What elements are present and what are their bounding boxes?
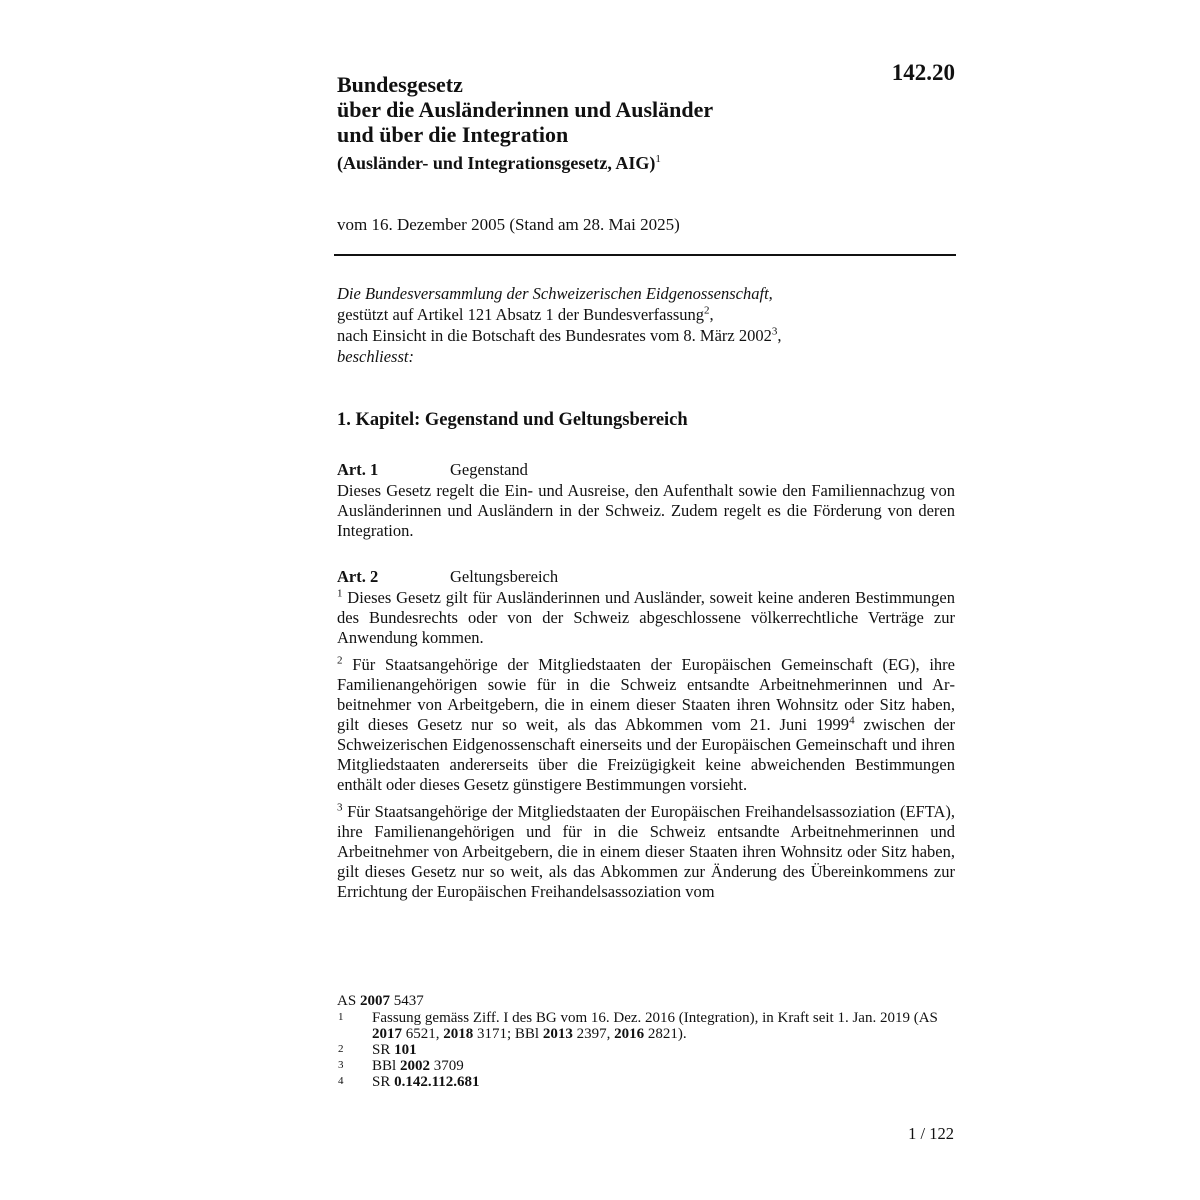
- footnote-mark: 4: [338, 1075, 344, 1087]
- paragraph-text: Dieses Gesetz gilt für Ausländerinnen und Ausländer, soweit keine anderen Bestimmungen des Bundesrechts oder von der Schweiz abgeschlossene völkerrechtliche Verträge zur Anwendung kommen.: [337, 588, 955, 647]
- fn-text: Fassung gemäss Ziff. I des BG vom 16. Dez. 2016 (Integration), in Kraft seit 1. Jan. 2019 (AS: [372, 1010, 938, 1026]
- article-2-paragraph-1: [337, 588, 955, 648]
- paragraph-text: Für Staatsangehörige der Mitgliedstaaten der Europäischen Freihandelsassoziation (EFTA), ihre Familienangehörigen und für in die Schweiz entsandte Arbeitnehmerinnen und Arbeitnehmer von Arbeitgebern, die in einem dieser Staaten ihren Wohnsitz oder Sitz haben, gilt dieses Gesetz nur so weit, als das Abkommen zur Änderung des Übereinkommens zur Errichtung der Europäischen Freihandelsassoziation vom: [337, 802, 955, 901]
- paragraph-text: Für Staatsangehörige der Mitgliedstaaten der Europäischen Gemeinschaft (EG), ihre Familienangehörigen sowie für in die Schweiz entsandte Arbeitnehmerinnen und Arbeitnehmer von Arbeitgebern, die in einem dieser Staaten ihren Wohnsitz oder Sitz haben, gilt dieses Gesetz nur so weit, als das Abkommen vom 21. Juni 1999: [337, 655, 955, 734]
- preamble-message: [337, 325, 955, 346]
- article-2-paragraph-2: [337, 655, 955, 795]
- article-2-title: Geltungsbereich: [450, 567, 559, 586]
- footnotes: [337, 993, 957, 1090]
- fn-text: 2397,: [572, 1026, 615, 1042]
- preamble-decides: beschliesst:: [337, 347, 414, 366]
- document-body: [337, 72, 955, 902]
- title-divider: [334, 254, 956, 256]
- article-1-number: Art. 1: [337, 460, 379, 479]
- footnote-ref-1[interactable]: 1: [655, 153, 661, 165]
- footnote-text: [372, 1042, 957, 1058]
- preamble-message-text: nach Einsicht in die Botschaft des Bundesrates vom 8. März 2002: [337, 326, 772, 345]
- enactment-date: vom 16. Dezember 2005 (Stand am 28. Mai 2025): [337, 215, 680, 234]
- fn-year: 2017: [372, 1026, 402, 1042]
- footnote-ref-2[interactable]: 2: [704, 304, 710, 317]
- fn-year: 2013: [542, 1026, 573, 1042]
- fn-prefix: SR: [372, 1042, 395, 1058]
- article-2-number: Art. 2: [337, 567, 379, 586]
- fn-year: 2016: [614, 1026, 645, 1042]
- preamble-basis-end: ,: [709, 305, 714, 324]
- short-title-text: (Ausländer- und Integrationsgesetz, AIG): [337, 153, 656, 173]
- article-1-heading: [337, 459, 955, 480]
- fn-year: 2002: [399, 1058, 430, 1074]
- fn-prefix: BBl: [372, 1058, 400, 1074]
- footnote-text: [372, 1058, 957, 1074]
- article-1-text: Dieses Gesetz regelt die Ein- und Ausreise, den Aufenthalt sowie den Familiennachzug von Ausländerinnen und Ausländern in der Schweiz. Zudem regelt es die Förderung von deren Integration.: [337, 481, 955, 540]
- fn-year: 2018: [443, 1026, 474, 1042]
- fn-prefix: SR: [372, 1074, 395, 1090]
- title-line-2: über die Ausländerinnen und Ausländer: [337, 97, 714, 122]
- preamble: [337, 283, 955, 367]
- fn-text: 2821).: [644, 1026, 687, 1042]
- footnote-mark: 2: [338, 1043, 344, 1055]
- preamble-authority: Die Bundesversammlung der Schweizerischen Eidgenossenschaft,: [337, 284, 773, 303]
- source-prefix: AS: [337, 993, 360, 1009]
- footnote-mark: 1: [338, 1011, 344, 1023]
- footnote-4: [337, 1074, 957, 1090]
- document-title: [337, 72, 955, 147]
- footnote-ref-4[interactable]: 4: [849, 714, 855, 727]
- sr-number: 142.20: [891, 60, 955, 85]
- article-2-heading: [337, 566, 955, 587]
- paragraph-number: 1: [337, 587, 343, 600]
- preamble-basis: [337, 304, 955, 325]
- preamble-basis-text: gestützt auf Artikel 121 Absatz 1 der Bundesverfassung: [337, 305, 705, 324]
- paragraph-number: 2: [337, 654, 343, 667]
- fn-text: 3171; BBl: [473, 1026, 543, 1042]
- footnote-text: [372, 1074, 957, 1090]
- fn-value: 101: [394, 1042, 417, 1058]
- paragraph-text-cont: zwischen der Schweizerischen Eidgenossenschaft einerseits und der Europäischen Gemeinschaft und ihren Mitgliedstaaten andererseits über die Freizügigkeit keine abweichenden Bestimmungen enthält oder dieses Gesetz günstigere Bestimmungen vorsieht.: [337, 715, 955, 794]
- footnote-ref-3[interactable]: 3: [771, 325, 778, 338]
- footnote-2: [337, 1042, 957, 1058]
- source-page: 5437: [389, 993, 424, 1009]
- footnote-mark: 3: [338, 1059, 344, 1071]
- official-collection-source: [337, 993, 957, 1009]
- chapter-1-heading: 1. Kapitel: Gegenstand und Geltungsbereich: [337, 410, 688, 430]
- article-2-paragraph-3: [337, 802, 955, 902]
- page-number: 1 / 122: [908, 1124, 954, 1143]
- preamble-message-end: ,: [777, 326, 782, 345]
- paragraph-number: 3: [337, 801, 343, 814]
- fn-text: 6521,: [402, 1026, 444, 1042]
- footnote-text: [372, 1010, 957, 1042]
- title-line-3: und über die Integration: [337, 122, 569, 147]
- fn-value: 0.142.112.681: [394, 1074, 480, 1090]
- title-line-1: Bundesgesetz: [337, 72, 463, 97]
- footnote-1: [337, 1010, 957, 1042]
- article-1-title: Gegenstand: [450, 460, 528, 479]
- short-title: [337, 152, 955, 174]
- fn-page: 3709: [429, 1058, 464, 1074]
- footnote-3: [337, 1058, 957, 1074]
- source-year: 2007: [359, 993, 390, 1009]
